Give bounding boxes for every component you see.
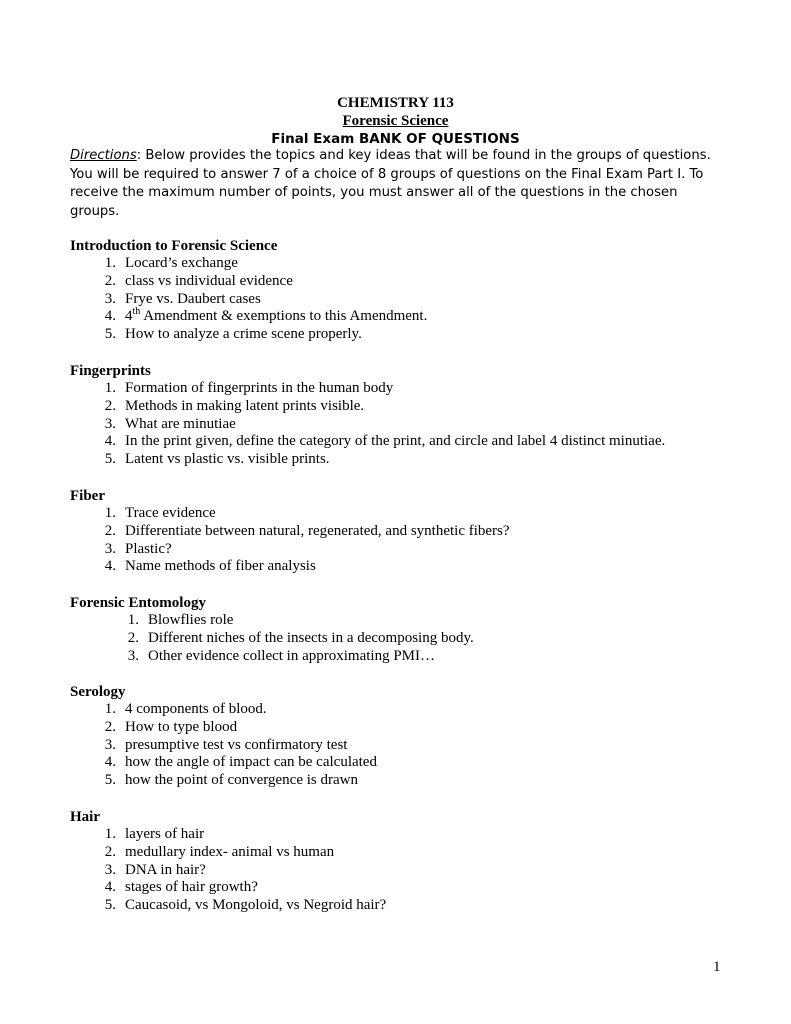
list-item: 1. Blowflies role bbox=[127, 612, 234, 628]
list-item: 4. In the print given, define the category of the print, and circle and label 4 distinct minutiae. bbox=[104, 433, 666, 450]
list-item: 2. Different niches of the insects in a decomposing body. bbox=[127, 629, 474, 646]
list-item: 4. how the angle of impact can be calculated bbox=[104, 754, 377, 771]
section-title: Hair bbox=[70, 809, 100, 825]
section-hair bbox=[70, 808, 750, 915]
list-item: 2. class vs individual evidence bbox=[104, 272, 293, 289]
list-item: 4. stages of hair growth? bbox=[104, 879, 258, 896]
list-item: 2. Methods in making latent prints visible. bbox=[104, 397, 365, 414]
question-list bbox=[70, 701, 750, 790]
list-item: 3. What are minutiae bbox=[104, 415, 236, 432]
question-list bbox=[70, 255, 750, 344]
section-serology bbox=[70, 683, 750, 790]
list-item: 2. Differentiate between natural, regenerated, and synthetic fibers? bbox=[104, 522, 510, 539]
list-item: 3. Frye vs. Daubert cases bbox=[104, 290, 261, 307]
list-item: 2. medullary index- animal vs human bbox=[104, 843, 335, 860]
list-item: 3. Other evidence collect in approximating PMI… bbox=[127, 647, 435, 664]
directions-label: Directions bbox=[70, 148, 137, 163]
list-item: 1. 4 components of blood. bbox=[104, 701, 267, 717]
list-item: 3. DNA in hair? bbox=[104, 861, 206, 878]
list-item: 1. Formation of fingerprints in the human body bbox=[104, 380, 394, 396]
section-title: Introduction to Forensic Science bbox=[70, 238, 278, 254]
question-list bbox=[70, 826, 750, 915]
list-item: 1. layers of hair bbox=[104, 826, 205, 842]
list-item: 5. How to analyze a crime scene properly. bbox=[104, 326, 362, 343]
exam-title: Final Exam BANK OF QUESTIONS bbox=[271, 131, 520, 147]
question-list bbox=[70, 505, 750, 576]
list-item: 5. how the point of convergence is drawn bbox=[104, 772, 358, 789]
section-entomology bbox=[70, 594, 750, 665]
list-item: 4. 4th Amendment & exemptions to this Amendment. bbox=[104, 306, 428, 325]
section-title: Fiber bbox=[70, 488, 105, 504]
list-item: 2. How to type blood bbox=[104, 718, 238, 735]
list-item: 1. Locard’s exchange bbox=[104, 255, 238, 271]
section-title: Serology bbox=[70, 684, 126, 700]
list-item: 3. Plastic? bbox=[104, 540, 172, 557]
list-item: 5. Caucasoid, vs Mongoloid, vs Negroid hair? bbox=[104, 897, 387, 914]
list-item: 4. Name methods of fiber analysis bbox=[104, 558, 316, 575]
section-fiber bbox=[70, 487, 750, 576]
course-title: CHEMISTRY 113 bbox=[337, 95, 454, 111]
section-introduction bbox=[70, 237, 750, 344]
directions-text: : Below provides the topics and key ideas that will be found in the groups of questions. You will be required to answer 7 of a choice of 8 groups of questions on the Final Exam Part I. To receive the maximum number of points, you must answer all of the questions in the chosen groups. bbox=[70, 148, 711, 219]
question-list bbox=[70, 380, 750, 469]
title-block bbox=[0, 94, 791, 148]
directions-paragraph bbox=[70, 147, 730, 221]
page-number: 1 bbox=[713, 959, 721, 975]
list-item: 1. Trace evidence bbox=[104, 505, 216, 521]
list-item: 5. Latent vs plastic vs. visible prints. bbox=[104, 451, 330, 468]
question-list bbox=[70, 612, 750, 665]
subject-title: Forensic Science bbox=[342, 113, 449, 129]
section-title: Forensic Entomology bbox=[70, 595, 206, 611]
list-item: 3. presumptive test vs confirmatory test bbox=[104, 736, 348, 753]
section-title: Fingerprints bbox=[70, 363, 151, 379]
section-fingerprints bbox=[70, 362, 750, 469]
